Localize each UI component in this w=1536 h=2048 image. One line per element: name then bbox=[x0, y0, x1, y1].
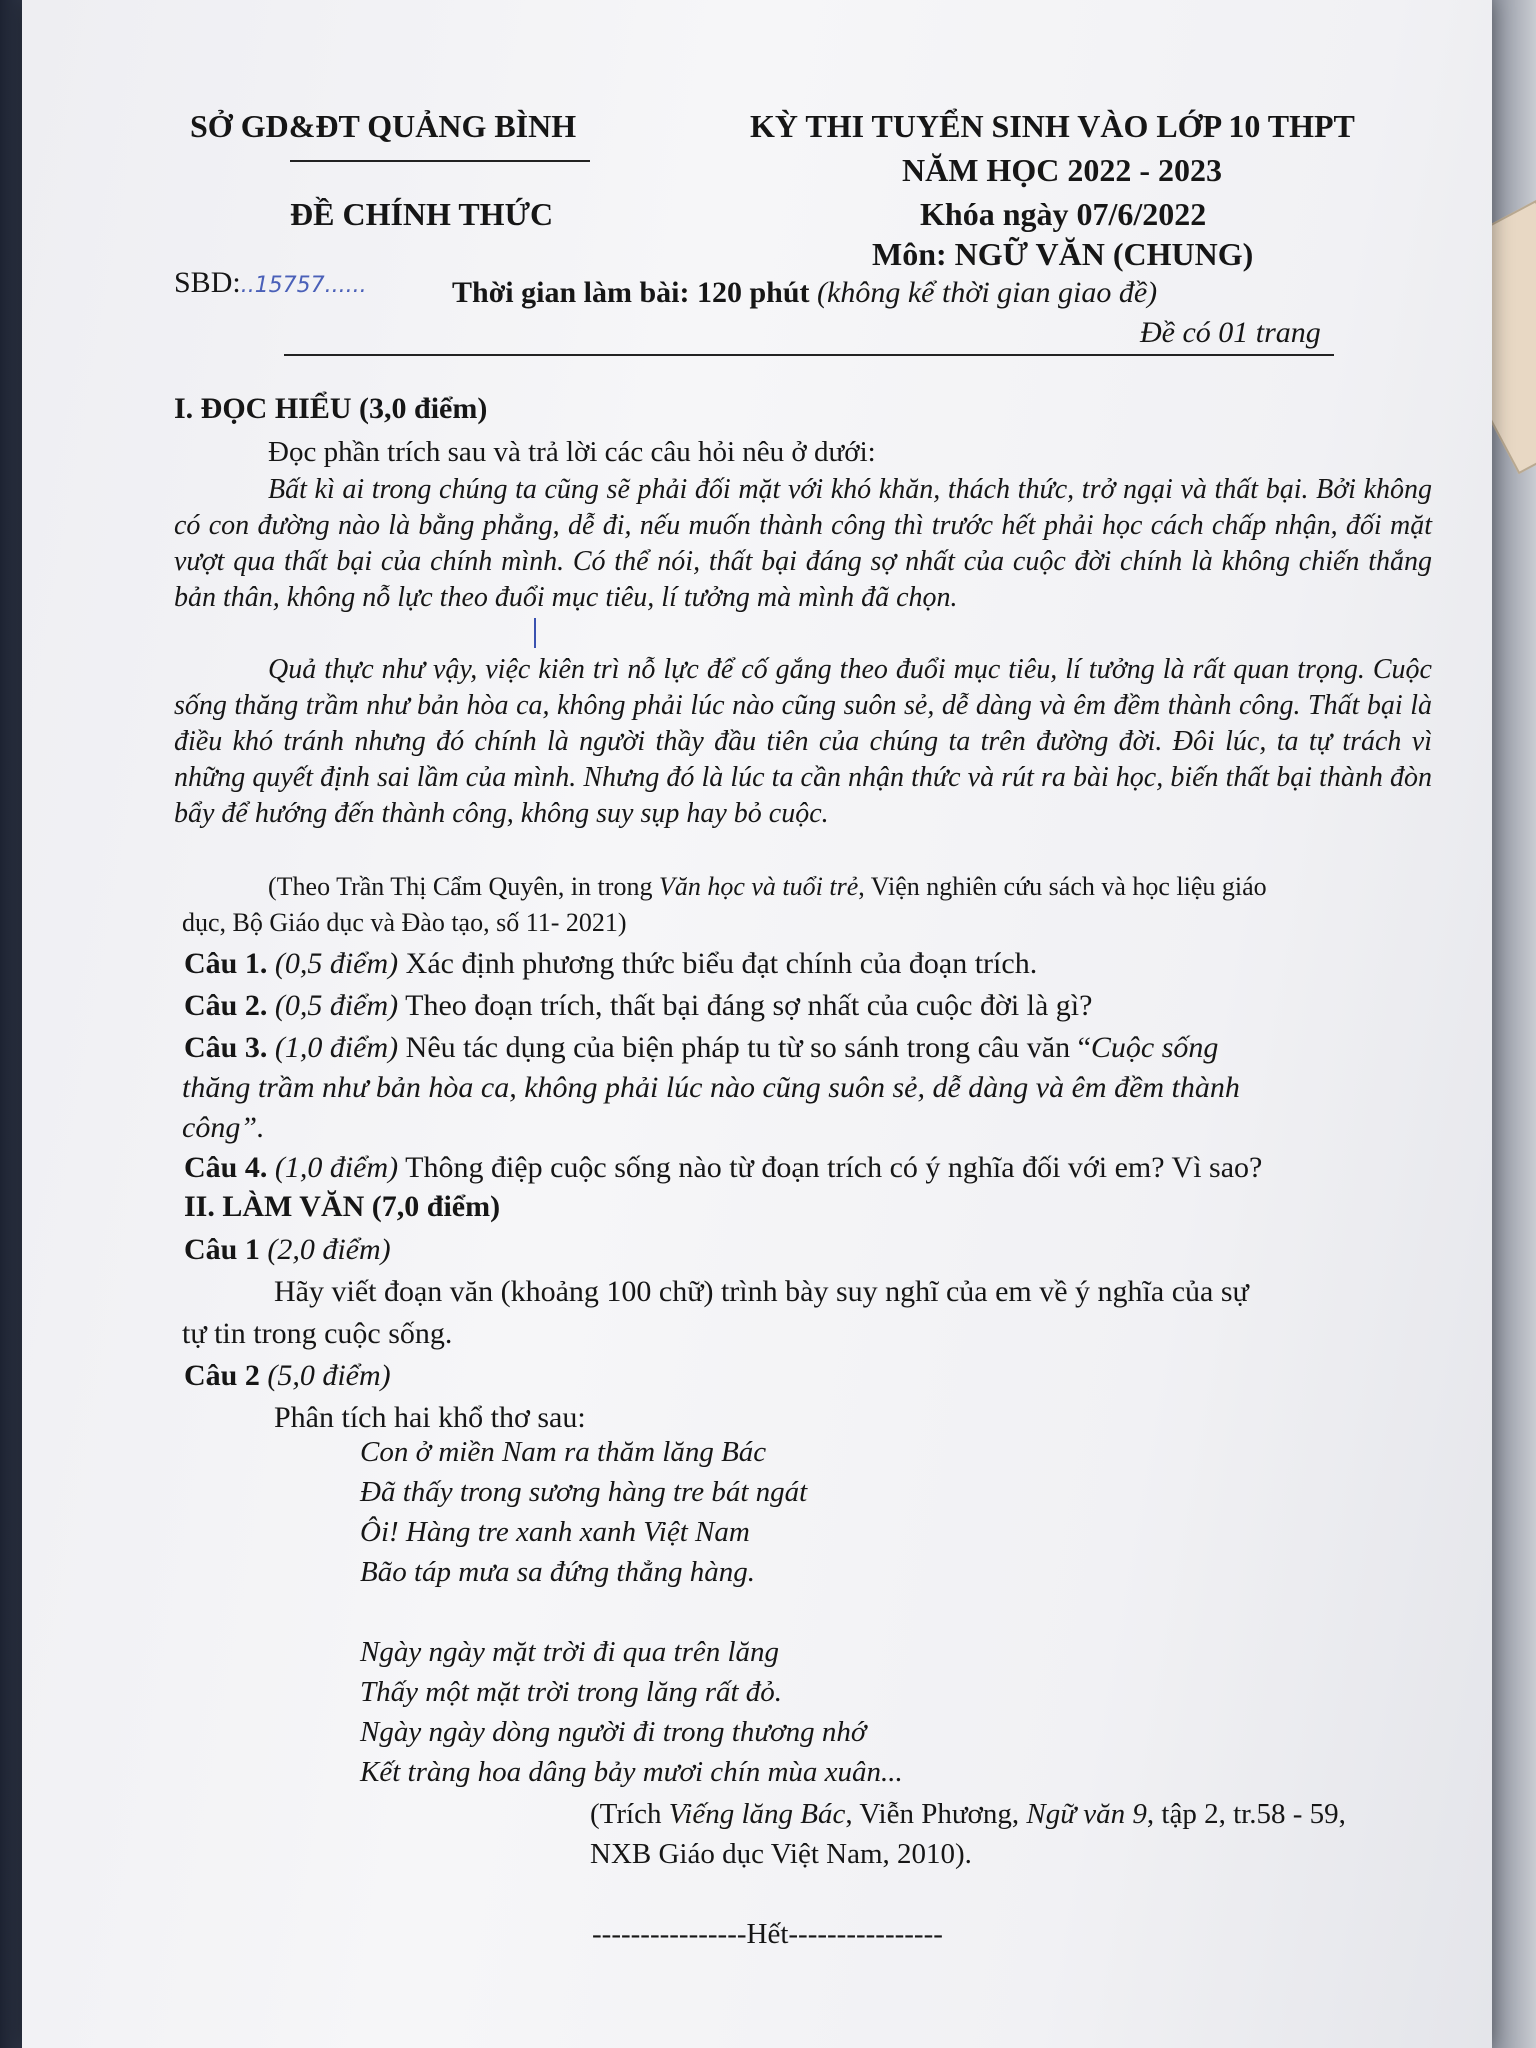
poem-source-title: Viếng lăng Bác bbox=[668, 1798, 846, 1830]
department-name: SỞ GD&ĐT QUẢNG BÌNH bbox=[190, 108, 577, 144]
source-book: Văn học và tuổi trẻ bbox=[658, 872, 859, 901]
exam-title: KỲ THI TUYỂN SINH VÀO LỚP 10 THPT bbox=[750, 108, 1355, 144]
source-suffix: , Viện nghiên cứu sách và học liệu giáo bbox=[858, 872, 1267, 901]
p2-q2-label: Câu 2 bbox=[184, 1359, 260, 1392]
q1-points: (0,5 điểm) bbox=[274, 947, 399, 980]
time-row bbox=[452, 276, 1157, 310]
page-count: Đề có 01 trang bbox=[1140, 316, 1321, 349]
question-2 bbox=[184, 986, 1092, 1026]
poem-source-suffix: , tập 2, tr.58 - 59, bbox=[1146, 1798, 1346, 1830]
q2-text: Theo đoạn trích, thất bại đáng sợ nhất của cuộc đời là gì? bbox=[405, 989, 1093, 1022]
part2-question-2-heading bbox=[184, 1356, 391, 1396]
excerpt-source bbox=[268, 872, 1267, 902]
q3-quote-line3: công”. bbox=[182, 1111, 265, 1144]
part1-heading: I. ĐỌC HIỂU (3,0 điểm) bbox=[174, 392, 488, 425]
poem-source bbox=[590, 1798, 1346, 1831]
poem-source-author: , Viễn Phương, bbox=[845, 1798, 1027, 1830]
question-4 bbox=[184, 1148, 1262, 1188]
q3-text: Nêu tác dụng của biện pháp tu từ so sánh trong câu văn “ bbox=[405, 1031, 1091, 1064]
q2-points: (0,5 điểm) bbox=[274, 989, 399, 1022]
p2-q1-label: Câu 1 bbox=[184, 1233, 260, 1266]
poem-source-prefix: (Trích bbox=[590, 1798, 669, 1830]
header-divider bbox=[284, 354, 1334, 356]
part2-heading: II. LÀM VĂN (7,0 điểm) bbox=[184, 1190, 501, 1223]
q2-label: Câu 2. bbox=[184, 989, 268, 1022]
excerpt-paragraph-2: Quả thực như vậy, việc kiên trì nỗ lực để cố gắng theo đuổi mục tiêu, lí tưởng là rất quan trọng. Cuộc sống thăng trầm như bản hòa ca, không phải lúc nào cũng suôn sẻ, dễ dàng và êm đềm thành công. Thất bại là điều khó tránh nhưng đó chính là người thầy đầu tiên của chúng ta trên đường đời. Đôi lúc, ta tự trách vì những quyết định sai lầm của mình. Nhưng đó là lúc ta cần nhận thức và rút ra bài học, biến thất bại thành đòn bẩy để hướng đến thành công, không suy sụp hay bỏ cuộc. bbox=[174, 654, 1432, 829]
poem-line: Ôi! Hàng tre xanh xanh Việt Nam bbox=[360, 1516, 750, 1548]
source-prefix: (Theo Trần Thị Cẩm Quyên, in trong bbox=[268, 872, 659, 901]
sbd-label: SBD: bbox=[174, 266, 241, 299]
question-1 bbox=[184, 944, 1037, 984]
exam-paper bbox=[22, 0, 1492, 2048]
poem-line: Ngày ngày dòng người đi trong thương nhớ bbox=[360, 1716, 867, 1748]
poem-source-line2: NXB Giáo dục Việt Nam, 2010). bbox=[590, 1838, 972, 1870]
q4-label: Câu 4. bbox=[184, 1151, 268, 1184]
p2-q1-line2: tự tin trong cuộc sống. bbox=[182, 1317, 453, 1350]
exam-date: Khóa ngày 07/6/2022 bbox=[920, 196, 1207, 232]
p2-q2-instruction: Phân tích hai khổ thơ sau: bbox=[274, 1401, 586, 1434]
excerpt-paragraph-1: Bất kì ai trong chúng ta cũng sẽ phải đối mặt với khó khăn, thách thức, trở ngại và thất bại. Bởi không có con đường nào là bằng phẳng, dễ đi, nếu muốn thành công thì trước hết phải học cách chấp nhận, đối mặt vượt qua thất bại của chính mình. Có thể nói, thất bại đáng sợ nhất của cuộc đời chính là không chiến thắng bản thân, không nỗ lực theo đuổi mục tiêu, lí tưởng mà mình đã chọn. bbox=[174, 474, 1432, 613]
q4-points: (1,0 điểm) bbox=[274, 1151, 399, 1184]
official-label: ĐỀ CHÍNH THỨC bbox=[290, 196, 554, 232]
sbd-row bbox=[174, 266, 367, 300]
department-underline bbox=[290, 160, 590, 162]
school-year: NĂM HỌC 2022 - 2023 bbox=[902, 152, 1222, 188]
poem-line: Kết tràng hoa dâng bảy mươi chín mùa xuân... bbox=[360, 1756, 903, 1788]
q1-label: Câu 1. bbox=[184, 947, 268, 980]
time-note: (không kể thời gian giao đề) bbox=[817, 276, 1158, 309]
excerpt-source-line2: dục, Bộ Giáo dục và Đào tạo, số 11- 2021) bbox=[182, 908, 627, 937]
poem-line: Con ở miền Nam ra thăm lăng Bác bbox=[360, 1436, 767, 1468]
poem-line: Bão táp mưa sa đứng thẳng hàng. bbox=[360, 1556, 755, 1588]
poem-source-book: Ngữ văn 9 bbox=[1026, 1798, 1147, 1830]
end-mark: ----------------Hết---------------- bbox=[592, 1918, 943, 1950]
subject: Môn: NGỮ VĂN (CHUNG) bbox=[872, 236, 1254, 272]
poem-line: Ngày ngày mặt trời đi qua trên lăng bbox=[360, 1636, 780, 1668]
question-3 bbox=[184, 1028, 1218, 1068]
part2-question-1-heading bbox=[184, 1230, 391, 1270]
sbd-value: ..15757...... bbox=[240, 273, 367, 298]
part1-instruction: Đọc phần trích sau và trả lời các câu hỏi nêu ở dưới: bbox=[268, 436, 876, 468]
poem-line: Đã thấy trong sương hàng tre bát ngát bbox=[360, 1476, 808, 1508]
q3-points: (1,0 điểm) bbox=[274, 1031, 399, 1064]
p2-q1-line1: Hãy viết đoạn văn (khoảng 100 chữ) trình bày suy nghĩ của em về ý nghĩa của sự bbox=[274, 1275, 1249, 1308]
q1-text: Xác định phương thức biểu đạt chính của đoạn trích. bbox=[405, 947, 1038, 980]
q3-quote-line2: thăng trầm như bản hòa ca, không phải lúc nào cũng suôn sẻ, dễ dàng và êm đềm thành bbox=[182, 1071, 1240, 1104]
q3-label: Câu 3. bbox=[184, 1031, 268, 1064]
pen-mark bbox=[534, 618, 536, 648]
poem-line: Thấy một mặt trời trong lăng rất đỏ. bbox=[360, 1676, 783, 1708]
p2-q2-points: (5,0 điểm) bbox=[267, 1359, 391, 1392]
q4-text: Thông điệp cuộc sống nào từ đoạn trích có ý nghĩa đối với em? Vì sao? bbox=[405, 1151, 1263, 1184]
q3-quote-line1: Cuộc sống bbox=[1090, 1031, 1219, 1064]
p2-q1-points: (2,0 điểm) bbox=[267, 1233, 391, 1266]
time-label: Thời gian làm bài: 120 phút bbox=[452, 276, 810, 309]
